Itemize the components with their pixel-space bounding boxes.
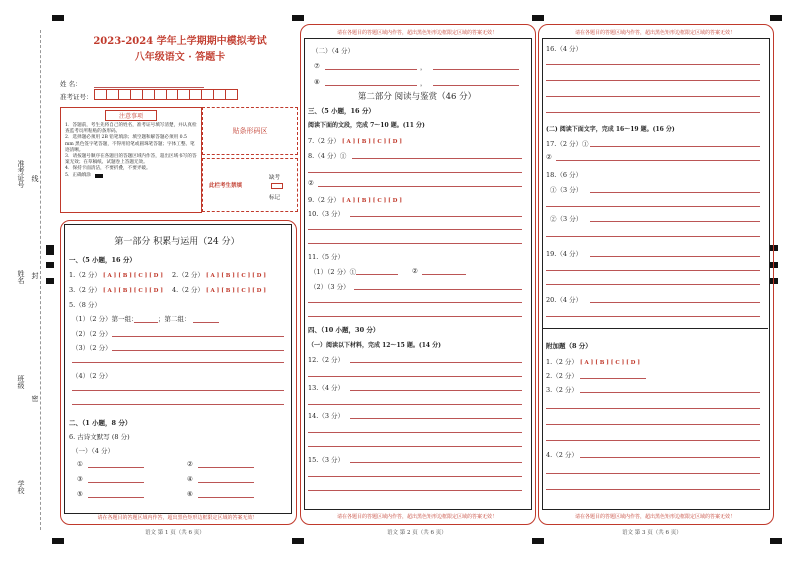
q8-answer-2[interactable]	[318, 186, 522, 187]
q14-answer-line[interactable]	[308, 432, 522, 433]
q13-answer-line[interactable]	[308, 404, 522, 405]
q20-label: 20.（4 分）	[546, 296, 583, 304]
q11-2-answer-line[interactable]	[308, 302, 522, 303]
warning-text: 请在各题目的答题区域内作答，超出黑色矩形边框限定区域的答案无效！	[574, 514, 735, 520]
side-label-ticket: 准考证号	[17, 160, 25, 188]
circle-1: ①	[77, 460, 83, 468]
q18-1-answer[interactable]	[590, 192, 760, 193]
footer-page-2: 语文 第 2 页（共 6 页）	[387, 530, 447, 536]
notice-list	[61, 121, 201, 181]
part2-title: 第二部分 阅读与鉴赏（46 分）	[357, 92, 477, 102]
name-label: 姓 名：	[60, 80, 82, 88]
registration-mark	[292, 15, 304, 21]
e3-answer-line[interactable]	[546, 408, 760, 409]
q10-label: 10.（3 分）	[308, 210, 345, 218]
q19-label: 19.（4 分）	[546, 250, 583, 258]
q5-3-label: （3）（2 分）	[72, 344, 112, 352]
side-label-class: 班级	[17, 375, 25, 389]
q14-answer[interactable]	[350, 418, 522, 419]
absent-checkbox[interactable]	[271, 183, 283, 189]
poem-answer-1[interactable]	[88, 467, 144, 468]
warning-text: 请在各题目的答题区域内作答，超出黑色矩形边框限定区域的答案无效！	[336, 30, 497, 36]
q5-1-answer-b[interactable]	[193, 322, 219, 323]
q5-1-label: （1）（2 分）第一组：	[72, 315, 138, 323]
ticket-label: 准考证号：	[60, 93, 93, 101]
e1-options[interactable]: [ A ] [ B ] [ C ] [ D ]	[579, 360, 640, 366]
absent-mark-label: 标记	[269, 195, 281, 201]
side-label-seal: 封	[31, 272, 39, 279]
poem-answer-4[interactable]	[198, 482, 254, 483]
notice-item: 2．选择题必须用 2B 铅笔填涂；填空题和解答题必须用 0.5 mm 黑色签字笔答题，不得用铅笔或圆珠笔答题；字体工整、笔迹清晰。	[65, 135, 195, 153]
answer-region-1	[64, 224, 292, 514]
section-three-title: 三、（5 小题，16 分）	[308, 107, 375, 115]
e3-answer[interactable]	[580, 392, 760, 393]
q8-answer-line[interactable]	[308, 172, 522, 173]
side-label-school: 学校	[17, 480, 25, 494]
reading-3-instruction: (二) 阅读下面文字，完成 16～19 题。(16 分)	[546, 126, 675, 133]
q16-answer-line[interactable]	[546, 80, 760, 81]
q18-2-label: ②（3 分）	[550, 215, 583, 223]
q8b-label: ②	[308, 179, 314, 187]
q14-answer-line[interactable]	[308, 446, 522, 447]
e1-label: 1.（2 分） [ A ] [ B ] [ C ] [ D ]	[546, 358, 640, 366]
poem-answer-7b[interactable]	[433, 69, 519, 70]
ticket-boxes[interactable]	[94, 89, 238, 100]
q5-4-answer-line[interactable]	[72, 404, 284, 405]
q11-label: 11.（5 分）	[308, 253, 345, 261]
q11-2-answer[interactable]	[354, 289, 522, 290]
q5-4-label: （4）（2 分）	[72, 372, 112, 380]
e2-label: 2.（2 分）	[546, 372, 578, 380]
footer-page-1: 语文 第 1 页（共 6 页）	[145, 530, 205, 536]
barcode-area	[202, 107, 298, 155]
section-two-title: 二、（1 小题，8 分）	[69, 419, 132, 427]
warning-text: 请在各题目的答题区域内作答，超出黑色矩形边框限定区域的答案无效！	[97, 515, 258, 521]
q5-label: 5.（8 分）	[69, 301, 101, 309]
q6-2-label: （二）（4 分）	[312, 47, 354, 55]
reading-1-instruction: 阅读下面的文段，完成 7～10 题。(11 分)	[308, 122, 425, 129]
e3-label: 3.（2 分）	[546, 386, 578, 394]
registration-mark	[292, 538, 304, 544]
side-label-line: 线	[31, 175, 39, 182]
q2-label: 2.（2 分） [ A ] [ B ] [ C ] [ D ]	[172, 271, 266, 279]
q18-1-answer-line[interactable]	[546, 206, 760, 207]
divider	[542, 328, 768, 329]
registration-mark	[46, 262, 54, 268]
registration-mark	[770, 538, 782, 544]
section-one-title: 一、（5 小题，16 分）	[69, 256, 136, 264]
q11-2-label: （2）（3 分）	[310, 283, 350, 291]
q11-1-label: （1）（2 分）①	[310, 268, 357, 276]
q18-1-label: ①（3 分）	[550, 186, 583, 194]
absent-label: 此栏考生禁填	[209, 183, 243, 189]
part1-title: 第一部分 积累与运用（24 分）	[114, 237, 240, 247]
q20-answer-line[interactable]	[546, 316, 760, 317]
q5-1b-label: ；第二组：	[158, 315, 191, 323]
registration-mark	[532, 15, 544, 21]
q17-answer-2[interactable]	[556, 160, 760, 161]
q16-answer-line[interactable]	[546, 96, 760, 97]
side-label-name: 姓名	[17, 270, 25, 284]
q2-options[interactable]: [ A ] [ B ] [ C ] [ D ]	[205, 273, 266, 279]
e4-label: 4.（2 分）	[546, 451, 578, 459]
q6-label: 6. 古诗文默写 (8 分)	[69, 433, 130, 441]
reading-2-instruction: （一）阅读以下材料，完成 12～15 题。(14 分)	[308, 342, 441, 349]
q12-label: 12.（2 分）	[308, 356, 345, 364]
e4-answer[interactable]	[580, 457, 760, 458]
e3-answer-line[interactable]	[546, 440, 760, 441]
q16-answer-line[interactable]	[546, 112, 760, 113]
q19-answer-line[interactable]	[546, 284, 760, 285]
q6-sub-label: （一）（4 分）	[72, 447, 114, 455]
registration-mark	[52, 15, 64, 21]
q4-options[interactable]: [ A ] [ B ] [ C ] [ D ]	[205, 288, 266, 294]
q11-1-answer-a[interactable]	[356, 274, 398, 275]
poem-answer-3[interactable]	[88, 482, 144, 483]
q4-label: 4.（2 分） [ A ] [ B ] [ C ] [ D ]	[172, 286, 266, 294]
q7-options[interactable]: [ A ] [ B ] [ C ] [ D ]	[341, 139, 402, 145]
q10-answer[interactable]	[350, 216, 522, 217]
circle-2: ②	[187, 460, 193, 468]
q15-label: 15.（3 分）	[308, 456, 345, 464]
page-subtitle: 八年级语文 · 答题卡	[134, 52, 226, 63]
e2-answer[interactable]	[580, 378, 646, 379]
q11-2-answer-line[interactable]	[308, 316, 522, 317]
absent-box	[202, 158, 298, 212]
q11-1b-label: ②	[412, 267, 418, 275]
circle-5: ⑤	[77, 490, 83, 498]
notice-item: 3．请按题号顺序在各题目的答题区域内作答，超出区域书写的答案无效；在草稿纸、试题卷上答题无效。	[65, 154, 197, 166]
e4-answer-line[interactable]	[546, 473, 760, 474]
notice-item: 1．答题前，考生先将自己的姓名，准考证号填写清楚，并认真检查监考员所粘贴的条形码。	[65, 123, 197, 135]
q17-label: 17.（2 分）①	[546, 140, 589, 148]
q12-answer-line[interactable]	[308, 376, 522, 377]
footer-page-3: 语文 第 3 页（共 6 页）	[622, 530, 682, 536]
q8-answer-1[interactable]	[352, 158, 522, 159]
poem-answer-8[interactable]	[325, 85, 417, 86]
q3-label: 3.（2 分） [ A ] [ B ] [ C ] [ D ]	[69, 286, 163, 294]
circle-8: ⑧	[314, 78, 320, 86]
q16-label: 16.（4 分）	[546, 45, 583, 53]
e3-answer-line[interactable]	[546, 424, 760, 425]
q15-answer-line[interactable]	[308, 476, 522, 477]
q5-2-label: （2）（2 分）	[72, 330, 112, 338]
poem-answer-5[interactable]	[88, 497, 144, 498]
q1-options[interactable]: [ A ] [ B ] [ C ] [ D ]	[102, 273, 163, 279]
q17b-label: ②	[546, 153, 552, 161]
q16-answer-line[interactable]	[546, 64, 760, 65]
q5-3-answer[interactable]	[112, 350, 284, 351]
q5-3-answer-line[interactable]	[72, 362, 284, 363]
poem-answer-8b[interactable]	[433, 85, 519, 86]
poem-answer-6[interactable]	[198, 497, 254, 498]
q13-answer[interactable]	[350, 390, 522, 391]
q15-answer[interactable]	[350, 462, 522, 463]
page-title: 2023-2024 学年上学期期中模拟考试	[93, 36, 267, 47]
q1-label: 1.（2 分） [ A ] [ B ] [ C ] [ D ]	[69, 271, 163, 279]
circle-6: ⑥	[187, 490, 193, 498]
section-four-title: 四、（10 小题，30 分）	[308, 326, 380, 334]
notice-box	[60, 107, 202, 213]
poem-answer-7[interactable]	[325, 69, 417, 70]
q8-label: 8.（4 分）①	[308, 152, 347, 160]
binding-line	[40, 30, 41, 530]
e4-answer-line[interactable]	[546, 489, 760, 490]
side-label-secret: 密	[31, 395, 39, 402]
barcode-label: 贴条形码区	[232, 127, 268, 135]
q15-answer-line[interactable]	[308, 490, 522, 491]
registration-mark	[46, 245, 54, 255]
absent-right-label: 缺考	[269, 175, 281, 181]
registration-mark	[46, 278, 54, 284]
q17-answer-1[interactable]	[590, 146, 760, 147]
q5-2-answer[interactable]	[112, 336, 284, 337]
circle-3: ③	[77, 475, 83, 483]
name-field[interactable]	[94, 87, 204, 88]
filled-sample-icon	[95, 174, 103, 178]
q13-label: 13.（4 分）	[308, 384, 345, 392]
q7-label: 7.（2 分） [ A ] [ B ] [ C ] [ D ]	[308, 137, 402, 145]
warning-text: 请在各题目的答题区域内作答，超出黑色矩形边框限定区域的答案无效！	[574, 30, 735, 36]
notice-title: 注意事项	[105, 110, 157, 121]
q5-1-answer-a[interactable]	[134, 322, 158, 323]
q12-answer[interactable]	[350, 362, 522, 363]
q3-options[interactable]: [ A ] [ B ] [ C ] [ D ]	[102, 288, 163, 294]
q5-4-answer-line[interactable]	[72, 390, 284, 391]
registration-mark	[52, 538, 64, 544]
registration-mark	[770, 15, 782, 21]
q18-2-answer[interactable]	[590, 221, 760, 222]
warning-text: 请在各题目的答题区域内作答，超出黑色矩形边框限定区域的答案无效！	[336, 514, 497, 520]
q14-label: 14.（3 分）	[308, 412, 345, 420]
q19-answer-line[interactable]	[546, 270, 760, 271]
circle-4: ④	[187, 475, 193, 483]
circle-7: ⑦	[314, 62, 320, 70]
q10-answer-line[interactable]	[308, 243, 522, 244]
notice-item: 4．保持卡面清洁，不要折叠，不要弄破。	[65, 166, 151, 172]
q20-answer[interactable]	[590, 302, 760, 303]
notice-item: 5．正确填涂	[65, 172, 91, 178]
poem-answer-2[interactable]	[198, 467, 254, 468]
q11-1-answer-b[interactable]	[422, 274, 466, 275]
registration-mark	[532, 538, 544, 544]
q18-2-answer-line[interactable]	[546, 236, 760, 237]
q10-answer-line[interactable]	[308, 229, 522, 230]
q18-label: 18.（6 分）	[546, 171, 583, 179]
q9-label: 9.（2 分） [ A ] [ B ] [ C ] [ D ]	[308, 196, 402, 204]
extra-title: 附加题（8 分）	[546, 342, 592, 350]
q9-options[interactable]: [ A ] [ B ] [ C ] [ D ]	[341, 198, 402, 204]
q19-answer[interactable]	[590, 256, 760, 257]
